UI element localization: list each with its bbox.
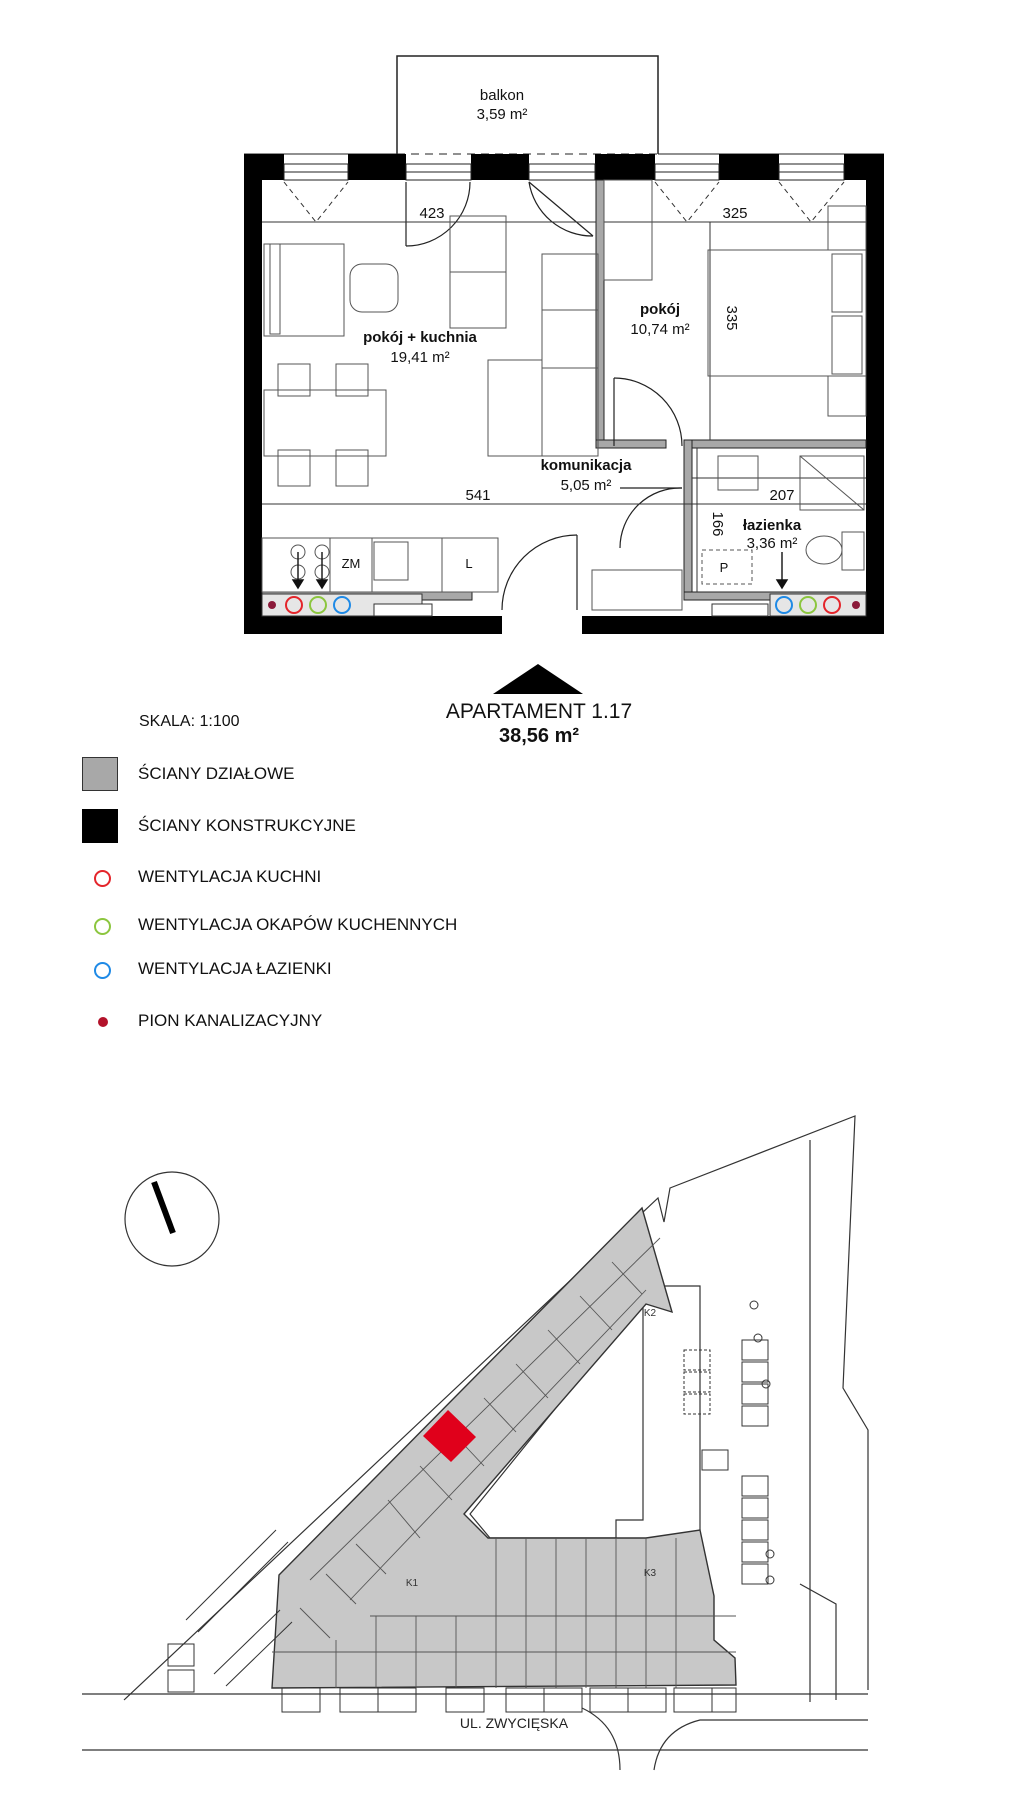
balcony-area: 3,59 m² [476, 106, 528, 123]
furniture-living [262, 216, 682, 610]
balcony-name: balkon [479, 87, 525, 104]
legend-item-partition [82, 755, 602, 795]
partition-wall-swatch [82, 757, 118, 791]
scale-label: SKALA: 1:100 [139, 713, 240, 730]
stair-k1: K1 [405, 1578, 419, 1589]
living-area: 19,41 m² [390, 349, 450, 366]
legend-item-sewer [82, 1011, 602, 1035]
vent-arrows [293, 552, 787, 588]
fixture-dishwasher: L [465, 556, 473, 571]
street-balconies [282, 1688, 736, 1712]
entrance-arrow-icon [493, 664, 583, 694]
legend-label: PION KANALIZACYJNY [138, 1011, 323, 1030]
stair-k2: K2 [643, 1308, 657, 1319]
legend-item-construction [82, 807, 602, 847]
balcony-outline [397, 56, 658, 154]
dim-335: 335 [723, 305, 740, 331]
north-arrow-icon [154, 1182, 173, 1233]
legend-label: ŚCIANY DZIAŁOWE [138, 764, 295, 783]
hood-vent-icon [94, 918, 111, 935]
legend-label: WENTYLACJA KUCHNI [138, 867, 322, 886]
bathroom-vent-icon [94, 962, 111, 979]
legend-label: WENTYLACJA ŁAZIENKI [138, 959, 332, 978]
sewer-riser-icon [98, 1017, 108, 1027]
legend-label: ŚCIANY KONSTRUKCYJNE [138, 816, 356, 835]
bedroom-name: pokój [640, 301, 680, 318]
legend-item-bathroom-vent [82, 959, 602, 983]
bathroom-area: 3,36 m² [746, 535, 798, 552]
construction-walls [244, 154, 884, 634]
dim-541: 541 [465, 487, 491, 504]
street-name: UL. ZWYCIĘSKA [459, 1715, 569, 1731]
vent-ducts [262, 594, 866, 616]
apartment-area: 38,56 m² [498, 725, 580, 747]
legend-item-hood-vent [82, 915, 602, 939]
dim-166: 166 [709, 511, 726, 537]
sewer-riser-icon [852, 601, 860, 609]
fixture-washer: P [719, 560, 729, 575]
fixture-fridge: ZM [341, 556, 361, 571]
dim-423: 423 [419, 205, 445, 222]
dim-207: 207 [769, 487, 795, 504]
living-name: pokój + kuchnia [363, 329, 477, 346]
sewer-riser-icon [268, 601, 276, 609]
hallway-area: 5,05 m² [560, 477, 612, 494]
bedroom-area: 10,74 m² [630, 321, 690, 338]
legend-label: WENTYLACJA OKAPÓW KUCHENNYCH [138, 915, 458, 934]
hallway-name: komunikacja [540, 457, 632, 474]
floor-plan [0, 0, 1028, 700]
bathroom-name: łazienka [742, 517, 802, 534]
window-swings [284, 182, 844, 222]
site-plan [0, 1100, 1028, 1800]
dim-325: 325 [722, 205, 748, 222]
kitchen-vent-icon [94, 870, 111, 887]
stair-k3: K3 [643, 1568, 657, 1579]
construction-wall-swatch [82, 809, 118, 843]
legend-item-kitchen-vent [82, 867, 602, 891]
apartment-title: APARTAMENT 1.17 [445, 700, 633, 723]
compass-icon [125, 1172, 219, 1266]
